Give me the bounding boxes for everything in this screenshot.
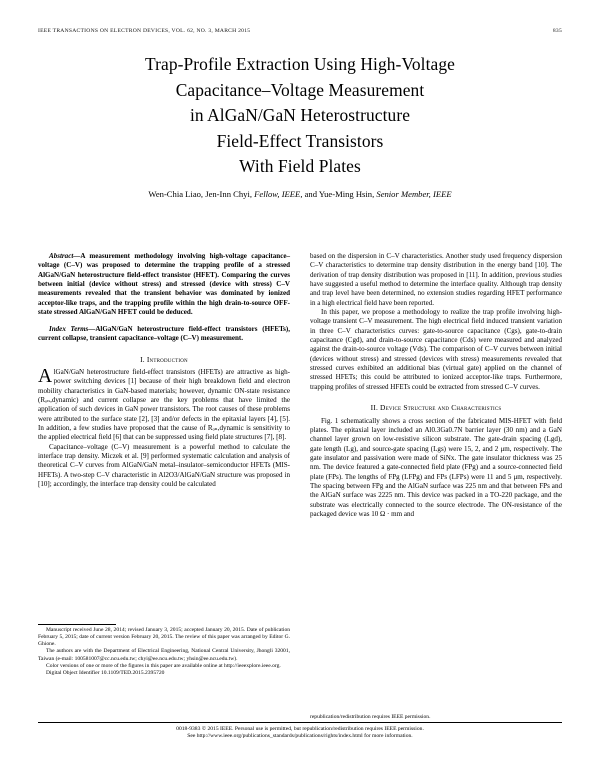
author-role-1: Fellow, IEEE <box>254 189 301 199</box>
index-terms-lead-in: Index Terms— <box>49 324 96 333</box>
footnote-color-versions: Color versions of one or more of the figures in this paper are available online at http://ieeexplore.ieee.org. <box>46 662 281 669</box>
copyright-block <box>38 726 562 741</box>
intro-paragraph-1 <box>38 365 290 443</box>
copyright-line-1: 0018-9383 © 2015 IEEE. Personal use is permitted, but republication/redistribution requires IEEE permission. <box>176 726 424 732</box>
section-heading-device-structure: II. Device Structure and Characteristics <box>370 403 502 413</box>
author-role-2: Senior Member, IEEE <box>376 189 452 199</box>
intro-paragraph-1-text: lGaN/GaN heterostructure field-effect transistors (HFETs) are attractive as high-power switching devices [1] because of their high breakdown field and electron mobility characteristics in GaN-based materials; however, dynamic ON-state resistance (Rₒₙ,dynamic) and current collapse are the key problems that have limited the application of such devices in GaN power transistors. The root causes of these problems were attributed to the surface state [2], [3] and/or defects in the epitaxial layers [4], [5]. In addition, a few studies have proposed that the cause of Rₒₙ,dynamic is sensitivity to the applied electrical field [6] that can be suppressed using field plate structures [7], [8]. <box>38 367 290 442</box>
abstract-lead-in: Abstract— <box>49 252 81 260</box>
running-head <box>38 28 562 34</box>
index-terms-paragraph <box>38 325 290 344</box>
left-column <box>38 252 290 489</box>
title-line-3: in AlGaN/GaN Heterostructure <box>189 105 411 125</box>
copyright-line-2: See http://www.ieee.org/publications_standards/publications/rights/index.html for more information. <box>187 733 413 740</box>
title-line-2: Capacitance–Voltage Measurement <box>175 79 425 100</box>
right-column <box>310 252 562 519</box>
right-paragraph-3: Fig. 1 schematically shows a cross section of the fabricated MIS-HFET with field plates. The epitaxial layer included an Al0.3Ga0.7N barrier layer (30 nm) and a GaN channel layer grown on low-resistive silicon substrate. The gate-drain spacing (Lgd), gate length (Lg), and source-gate spacing (Lgs) were 15, 2, and 2 μm, respectively. The gate insulator and passivation were made of SiNx. The gate insulator thickness was 25 nm. The device featured a gate-connected field plate (FPg) and a source-connected field plate (FPs). The lengths of FPg (LFPg) and FPs (LFPs) were 11 and 5 μm, respectively. The spacing between FPg and the AlGaN surface was 225 nm and that between FPs and the AlGaN surface was 2225 nm. This device was packed in a TO-220 package, and the substrate was electrically connected to the source electrode. The ON-resistance of the packaged device was 10 Ω · mm and <box>310 416 562 518</box>
index-terms-text: AlGaN/GaN heterostructure field-effect transistors (HFETs), current collapse, transient capacitance–voltage (C–V) measurement. <box>38 324 290 343</box>
footnote-doi: Digital Object Identifier 10.1109/TED.2015.2395720 <box>46 669 165 676</box>
paper-title <box>50 52 550 180</box>
abstract-paragraph <box>38 252 290 317</box>
copyright-rule <box>38 722 562 723</box>
right-paragraph-2: In this paper, we propose a methodology to realize the trap profile involving high-voltage transient C–V measurement. The high electrical field induced transient variation in three C–V characteristics curves: gate-to-source capacitance (Cgs), gate-to-drain capacitance (Cgd), and drain-to-source capacitance (Cds) were measured and analyzed against the drain-to-source voltage (Vds). The comparison of C–V curves between initial (devices without stress) and stressed (devices with stress) measurements revealed that stressed curves exhibited an additional bias (virtual gate) applied on the channel of stressed HFETs; this could be attributed to ionized acceptor-like traps. Furthermore, trapping profiles of stressed HFETs could be extracted from stressed C–V curves. <box>310 308 562 391</box>
author-names-pre: Wen-Chia Liao, Jen-Inn Chyi, <box>148 189 255 199</box>
footnote-author-affiliation: The authors are with the Department of Electrical Engineering, National Central University, Jhongli 32001, Taiwan (e-mail: 100581007@cc.ncu.edu.tw; chyi@ee.ncu.edu.tw; yhsin@ee.ncu.edu.tw). <box>38 648 290 662</box>
page-number: 835 <box>552 28 562 34</box>
abstract-text: A measurement methodology involving high-voltage capacitance–voltage (C–V) was proposed to determine the trapping profile of a stressed AlGaN/GaN heterostructure field-effect transistor (HFET). Comparing the curves between initial (device without stress) and stressed (device with stress) C–V measurements revealed that the transient behavior was dominated by ionized acceptor-like traps, and the trapping profile within the high drain-to-source OFF-state stressed AlGaN/GaN HFET could be deduced. <box>38 252 290 317</box>
footnote-block <box>38 627 290 677</box>
intro-paragraph-2: Capacitance–voltage (C–V) measurement is a powerful method to calculate the interface trap density. Miczek et al. [9] performed systematic calculation and analysis of theoretical C–V curves from AlGaN/GaN metal–insulator–semiconductor HFETs (MIS-HFETs). A two-step C–V characteristic in Al2O3/AlGaN/GaN structure was proposed in [10]; accordingly, the interface trap density could be calculated <box>38 442 290 489</box>
title-line-5: With Field Plates <box>239 156 361 176</box>
journal-reference: IEEE TRANSACTIONS ON ELECTRON DEVICES, VOL. 62, NO. 3, MARCH 2015 <box>38 28 251 34</box>
drop-cap-letter: A <box>38 365 53 387</box>
right-column-tail: republication/redistribution requires IEEE permission. <box>310 714 431 720</box>
section-heading-introduction: I. Introduction <box>140 354 188 364</box>
footnote-manuscript-dates: Manuscript received June 28, 2014; revised January 3, 2015; accepted January 20, 2015. Date of publication February 5, 2015; date of current version February 20, 2015. The review of this paper was arranged by Editor G. Ghione. <box>38 627 290 648</box>
author-names-mid: , and Yue-Ming Hsin, <box>300 189 377 199</box>
title-line-1: Trap-Profile Extraction Using High-Voltage <box>145 54 455 74</box>
author-list <box>50 188 550 200</box>
right-paragraph-1: based on the dispersion in C–V characteristics. Another study used frequency dispersion C–V characteristics to determine trap density distribution in the energy band [10]. The derivation of trap density distribution was proposed in [11]. In addition, previous studies have suggested a useful method to determine the interface quality. Although trap density and trap level have been determined, no extension studies regarding HFET performance in a high electrical field have been reported. <box>310 252 562 307</box>
title-line-4: Field-Effect Transistors <box>216 130 384 151</box>
footnote-rule <box>38 624 116 625</box>
